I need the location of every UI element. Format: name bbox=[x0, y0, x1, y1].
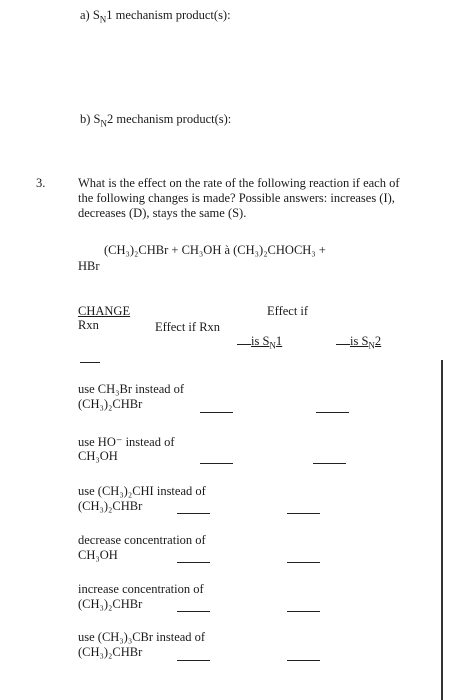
change-row-6-line2: (CH₃)₂CHBr bbox=[78, 645, 143, 659]
effect-if-rxn-header: Effect if Rxn bbox=[155, 320, 221, 334]
change-row-1-line2: (CH₃)₂CHBr bbox=[78, 397, 143, 411]
change-row-4-line2: CH₃OH bbox=[78, 548, 118, 562]
row-5-sn2-blank[interactable] bbox=[287, 611, 320, 612]
row-4-sn1-blank[interactable] bbox=[177, 562, 210, 563]
row-6-sn2-blank[interactable] bbox=[287, 660, 320, 661]
reaction-continuation: HBr bbox=[78, 259, 100, 273]
change-row-4-line1: decrease concentration of bbox=[78, 533, 206, 547]
sn2-column-header: is $S_N2$ bbox=[336, 334, 381, 351]
page-edge-divider bbox=[441, 360, 443, 700]
effect-if-header: Effect if bbox=[267, 304, 309, 318]
row-5-sn1-blank[interactable] bbox=[177, 611, 210, 612]
row-3-sn1-blank[interactable] bbox=[177, 513, 210, 514]
row-1-sn1-blank[interactable] bbox=[200, 412, 233, 413]
sn1-column-header: is $S_N1$ bbox=[237, 334, 282, 351]
change-row-2-line1: use HO⁻ instead of bbox=[78, 435, 175, 449]
change-row-1-line1: use CH₃Br instead of bbox=[78, 382, 185, 396]
change-header: CHANGE bbox=[78, 304, 131, 318]
change-row-3-line2: (CH₃)₂CHBr bbox=[78, 499, 143, 513]
row-4-sn2-blank[interactable] bbox=[287, 562, 320, 563]
question-number: 3. bbox=[36, 176, 46, 190]
row-2-sn2-blank[interactable] bbox=[313, 463, 346, 464]
part-b-label: b) $S_N2$ mechanism product(s): bbox=[80, 112, 232, 129]
header-blank[interactable] bbox=[80, 362, 100, 363]
change-row-5-line1: increase concentration of bbox=[78, 582, 204, 596]
part-a-label: a) $S_N1$ mechanism product(s): bbox=[80, 8, 231, 25]
rxn-label: Rxn bbox=[78, 318, 99, 332]
row-1-sn2-blank[interactable] bbox=[316, 412, 349, 413]
change-row-2-line2: CH₃OH bbox=[78, 449, 118, 463]
question-text: What is the effect on the rate of the following reaction if each of the following changes is made? Possible answers: increases (I), decreases (D), stays the same (S). bbox=[78, 176, 400, 220]
change-row-6-line1: use (CH₃)₃CBr instead of bbox=[78, 630, 206, 644]
reaction-equation: (CH₃)₂CHBr + CH₃OH à (CH₃)₂CHOCH₃ + bbox=[104, 243, 326, 257]
change-row-5-line2: (CH₃)₂CHBr bbox=[78, 597, 143, 611]
row-6-sn1-blank[interactable] bbox=[177, 660, 210, 661]
row-3-sn2-blank[interactable] bbox=[287, 513, 320, 514]
change-row-3-line1: use (CH₃)₂CHI instead of bbox=[78, 484, 206, 498]
row-2-sn1-blank[interactable] bbox=[200, 463, 233, 464]
